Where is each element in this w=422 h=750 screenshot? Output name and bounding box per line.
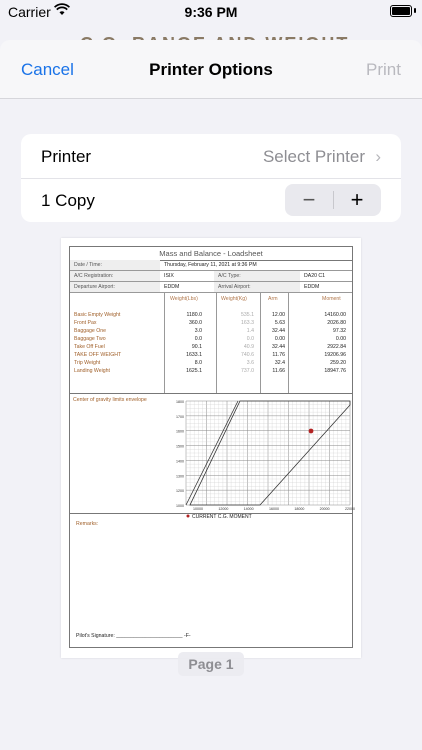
moment-value: 97.32: [333, 328, 346, 334]
y-tick-label: 1600: [176, 429, 184, 434]
arrival-value: EDDM: [304, 284, 320, 290]
lbs-value: 1180.0: [186, 312, 202, 318]
row-label: Landing Weight: [74, 368, 110, 374]
lbs-value: 3.0: [194, 328, 202, 334]
battery-icon: [390, 5, 412, 17]
lbs-value: 1633.1: [186, 352, 202, 358]
moment-value: 259.20: [330, 360, 346, 366]
kg-value: 163.3: [241, 320, 254, 326]
column-header: Moment: [322, 296, 341, 302]
printer-row[interactable]: [21, 134, 401, 179]
departure-value: EDDM: [164, 284, 180, 290]
x-tick-label: 16000: [269, 507, 279, 511]
kg-value: 3.6: [246, 360, 254, 366]
y-tick-label: 1000: [176, 504, 184, 508]
remarks-section: [70, 513, 352, 647]
page-indicator: Page 1: [178, 652, 244, 676]
registration-row: [70, 271, 352, 282]
x-tick-label: 10000: [193, 507, 203, 511]
cancel-button[interactable]: Cancel: [21, 60, 74, 79]
copies-row: [21, 178, 401, 222]
y-tick-label: 1700: [176, 414, 184, 419]
cg-grid: [186, 401, 350, 505]
aircraft-type-value: DA20 C1: [304, 273, 326, 279]
y-tick-label: 1500: [176, 444, 184, 449]
row-label: Baggage One: [74, 328, 107, 334]
row-label: Take Off Fuel: [74, 344, 105, 350]
x-tick-label: 12000: [218, 507, 229, 511]
decrement-button[interactable]: −: [302, 187, 316, 212]
x-tick-label: 22000: [345, 507, 355, 511]
arm-value: 12.00: [272, 312, 285, 318]
aircraft-type-label: A/C Type:: [214, 271, 300, 281]
kg-value: 0.0: [246, 336, 254, 342]
column-header: Weight(Kg): [221, 296, 247, 302]
arm-value: 11.66: [272, 368, 285, 374]
arm-value: 5.63: [274, 320, 285, 326]
printer-value: Select Printer: [262, 147, 365, 166]
arm-value: 11.76: [272, 352, 285, 358]
arm-value: 0.00: [274, 336, 285, 342]
printer-label: Printer: [41, 147, 92, 166]
date-value: Thursday, February 11, 2021 at 9:36 PM: [164, 262, 257, 268]
column-header: Arm: [268, 296, 278, 302]
arrival-label: Arrival Airport:: [214, 282, 300, 292]
navigation-bar: [0, 40, 422, 99]
cg-envelope-chart: [70, 393, 355, 520]
status-bar: [0, 0, 422, 24]
cg-envelope-label: Center of gravity limits envelope: [73, 397, 147, 403]
clock: 9:36 PM: [184, 4, 238, 20]
kg-value: 737.0: [241, 368, 254, 374]
cg-current-point: [309, 429, 314, 434]
x-tick-label: 20000: [319, 507, 330, 511]
column-header: Weight(Lbs): [170, 296, 198, 302]
registration-value: ISIX: [164, 273, 174, 279]
moment-value: 0.00: [335, 336, 346, 342]
moment-value: 19206.96: [324, 352, 346, 358]
nav-title: Printer Options: [149, 60, 273, 79]
airports-row: [70, 282, 352, 293]
table-divider: [216, 293, 217, 393]
date-row: [70, 260, 352, 271]
departure-label: Departure Airport:: [70, 282, 160, 292]
table-divider: [164, 293, 165, 393]
print-button[interactable]: Print: [366, 60, 401, 79]
lbs-value: 1625.1: [186, 368, 202, 374]
loadsheet-frame: [69, 246, 353, 648]
lbs-value: 8.0: [194, 360, 202, 366]
cg-envelope-section: [70, 393, 355, 520]
printer-options-group: [21, 134, 401, 222]
lbs-value: 360.0: [189, 320, 202, 326]
moment-value: 14160.00: [324, 312, 346, 318]
registration-label: A/C Registration:: [70, 271, 160, 281]
copies-label: 1 Copy: [41, 191, 95, 210]
kg-value: 740.6: [241, 352, 254, 358]
y-tick-label: 1200: [176, 489, 184, 494]
moment-value: 2922.84: [327, 344, 346, 350]
row-label: Front Pax: [74, 320, 97, 326]
cg-legend-label: CURRENT C.G. MOMENT: [192, 514, 252, 520]
moment-value: 2026.80: [327, 320, 346, 326]
arm-value: 32.4: [274, 360, 285, 366]
kg-value: 535.1: [241, 312, 254, 318]
row-label: Baggage Two: [74, 336, 106, 342]
y-tick-label: 1800: [176, 400, 184, 404]
y-tick-label: 1300: [176, 474, 184, 479]
kg-value: 40.9: [243, 344, 254, 350]
chevron-right-icon: ›: [375, 147, 381, 166]
weights-table: [70, 293, 352, 394]
arm-value: 32.44: [272, 344, 285, 350]
battery-tip-icon: [414, 8, 416, 13]
x-tick-label: 14000: [243, 507, 254, 511]
copies-stepper: [285, 184, 381, 216]
increment-button[interactable]: +: [350, 187, 364, 212]
lbs-value: 90.1: [191, 344, 202, 350]
row-label: Basic Empty Weight: [74, 312, 121, 318]
remarks-label: Remarks:: [76, 521, 99, 527]
loadsheet-title: Mass and Balance - Loadsheet: [70, 247, 352, 261]
row-label: TAKE OFF WEIGHT: [74, 352, 122, 358]
date-label: Date / Time:: [70, 260, 160, 270]
y-tick-label: 1400: [176, 459, 184, 464]
x-tick-label: 18000: [294, 507, 305, 511]
carrier-label: Carrier: [8, 4, 51, 20]
kg-value: 1.4: [246, 328, 254, 334]
lbs-value: 0.0: [194, 336, 202, 342]
cg-y-ticks: [176, 400, 184, 508]
row-label: Trip Weight: [74, 360, 101, 366]
print-preview-page[interactable]: [61, 238, 361, 658]
table-divider: [288, 293, 289, 393]
table-divider: [260, 293, 261, 393]
moment-value: 18947.76: [324, 368, 346, 374]
signature-line: Pilot's Signature: _______________________ -F-: [76, 633, 191, 639]
arm-value: 32.44: [272, 328, 285, 334]
cg-x-ticks: [193, 507, 355, 511]
